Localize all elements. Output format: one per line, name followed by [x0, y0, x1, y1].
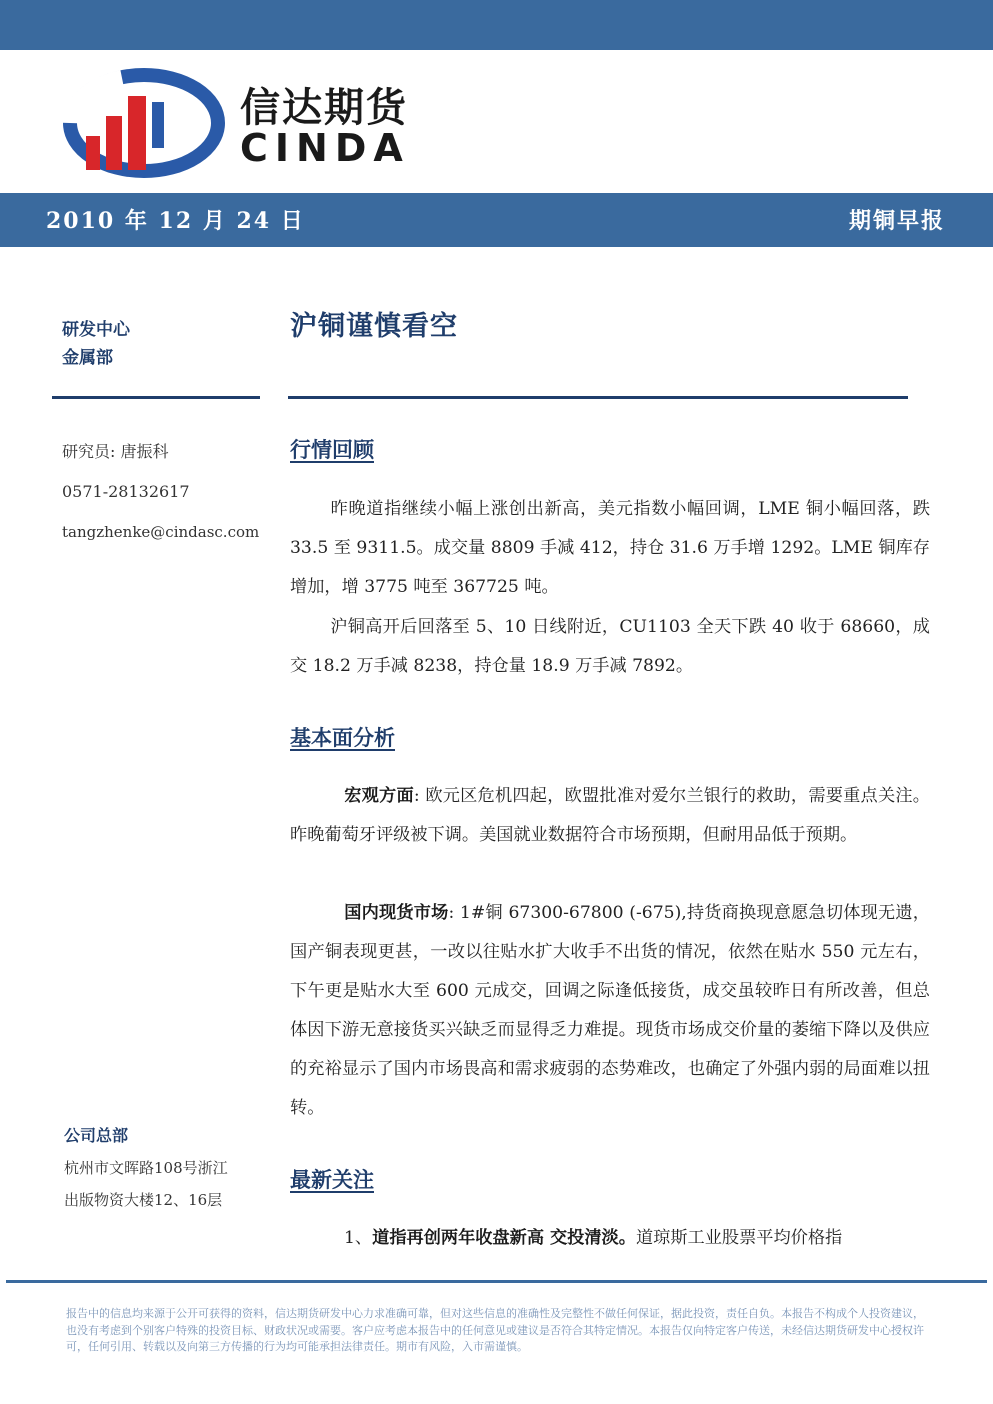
- date-band: [0, 193, 993, 247]
- sidebar-divider: [52, 396, 260, 399]
- review-text-2: 沪铜高开后回落至 5、10 日线附近，CU1103 全天下跌 40 收于 68660，成交 18.2 万手减 8238，持仓量 18.9 万手减 7892。: [290, 617, 930, 676]
- department: [62, 316, 130, 372]
- top-banner: [0, 0, 993, 50]
- disclaimer: 报告中的信息均来源于公开可获得的资料，信达期货研发中心力求准确可靠，但对这些信息的准确性及完整性不做任何保证，据此投资，责任自负。本报告不构成个人投资建议，也没有考虑到个别客户特殊的投资目标、财政状况或需要。客户应考虑本报告中的任何意见或建议是否符合其特定情况。本报告仅向特定客户传送，未经信达期货研发中心授权许可，任何引用、转载以及向第三方传播的行为均可能承担法律责任。期市有风险，入市需谨慎。: [66, 1307, 924, 1353]
- review-paragraph-1: [290, 490, 930, 607]
- title-divider: [288, 396, 908, 399]
- latest-item-headline: 道指再创两年收盘新高 交投清淡。: [372, 1228, 636, 1248]
- hq-title: 公司总部: [64, 1126, 129, 1145]
- logo-english-name: CINDA: [240, 126, 410, 170]
- hq-address-line2: 出版物资大楼12、16层: [64, 1191, 223, 1209]
- review-paragraph-2: [290, 608, 930, 686]
- report-date: 2010 年 12 月 24 日: [46, 208, 305, 234]
- macro-label: 宏观方面: [344, 786, 414, 806]
- hq-address-line1: 杭州市文晖路108号浙江: [64, 1159, 228, 1177]
- report-title: 沪铜谨慎看空: [290, 311, 458, 342]
- spot-market-paragraph: [290, 894, 930, 1128]
- section-heading-fundamentals: 基本面分析: [290, 725, 395, 750]
- latest-item-1: [290, 1219, 930, 1258]
- company-logo: [62, 66, 442, 180]
- latest-item-text: 道琼斯工业股票平均价格指: [635, 1228, 843, 1248]
- logo-chinese-name: 信达期货: [240, 85, 408, 131]
- spot-market-label: 国内现货市场: [344, 903, 449, 923]
- spot-market-text: : 1#铜 67300-67800 (-675),持货商换现意愿急切体现无遗，国产铜表现更甚，一改以往贴水扩大收手不出货的情况，依然在贴水 550 元左右，下午更是贴水大至 600 元成交，回调之际逢低接货，成交虽较昨日有所改善，但总体因下游无意接货买兴缺乏而显得乏力难提。现货市场成交价量的萎缩下降以及供应的充裕显示了国内市场畏高和需求疲弱的态势难改，也确定了外强内弱的局面难以扭转。: [290, 903, 930, 1118]
- section-heading-latest: 最新关注: [290, 1167, 374, 1192]
- department-line2: 金属部: [62, 348, 113, 368]
- latest-item-number: 1、: [344, 1228, 373, 1248]
- macro-paragraph: [290, 777, 930, 855]
- company-hq: [64, 1120, 264, 1216]
- report-type: 期铜早报: [848, 208, 945, 234]
- analyst-email[interactable]: tangzhenke@cindasc.com: [62, 523, 260, 541]
- department-line1: 研发中心: [62, 320, 130, 340]
- review-text-1: 昨晚道指继续小幅上涨创出新高，美元指数小幅回调，LME 铜小幅回落，跌 33.5 至 9311.5。成交量 8809 手减 412，持仓 31.6 万手增 1292。LME 铜库存增加，增 3775 吨至 367725 吨。: [290, 499, 930, 597]
- macro-text: : 欧元区危机四起，欧盟批准对爱尔兰银行的救助，需要重点关注。昨晚葡萄牙评级被下调。美国就业数据符合市场预期，但耐用品低于预期。: [290, 786, 930, 845]
- analyst-info: [62, 432, 259, 552]
- analyst-name: 研究员: 唐振科: [62, 442, 169, 461]
- cinda-logo-icon: [62, 66, 226, 180]
- analyst-phone: 0571-28132617: [62, 482, 190, 501]
- section-heading-review: 行情回顾: [290, 437, 374, 462]
- footer-divider: [6, 1280, 987, 1283]
